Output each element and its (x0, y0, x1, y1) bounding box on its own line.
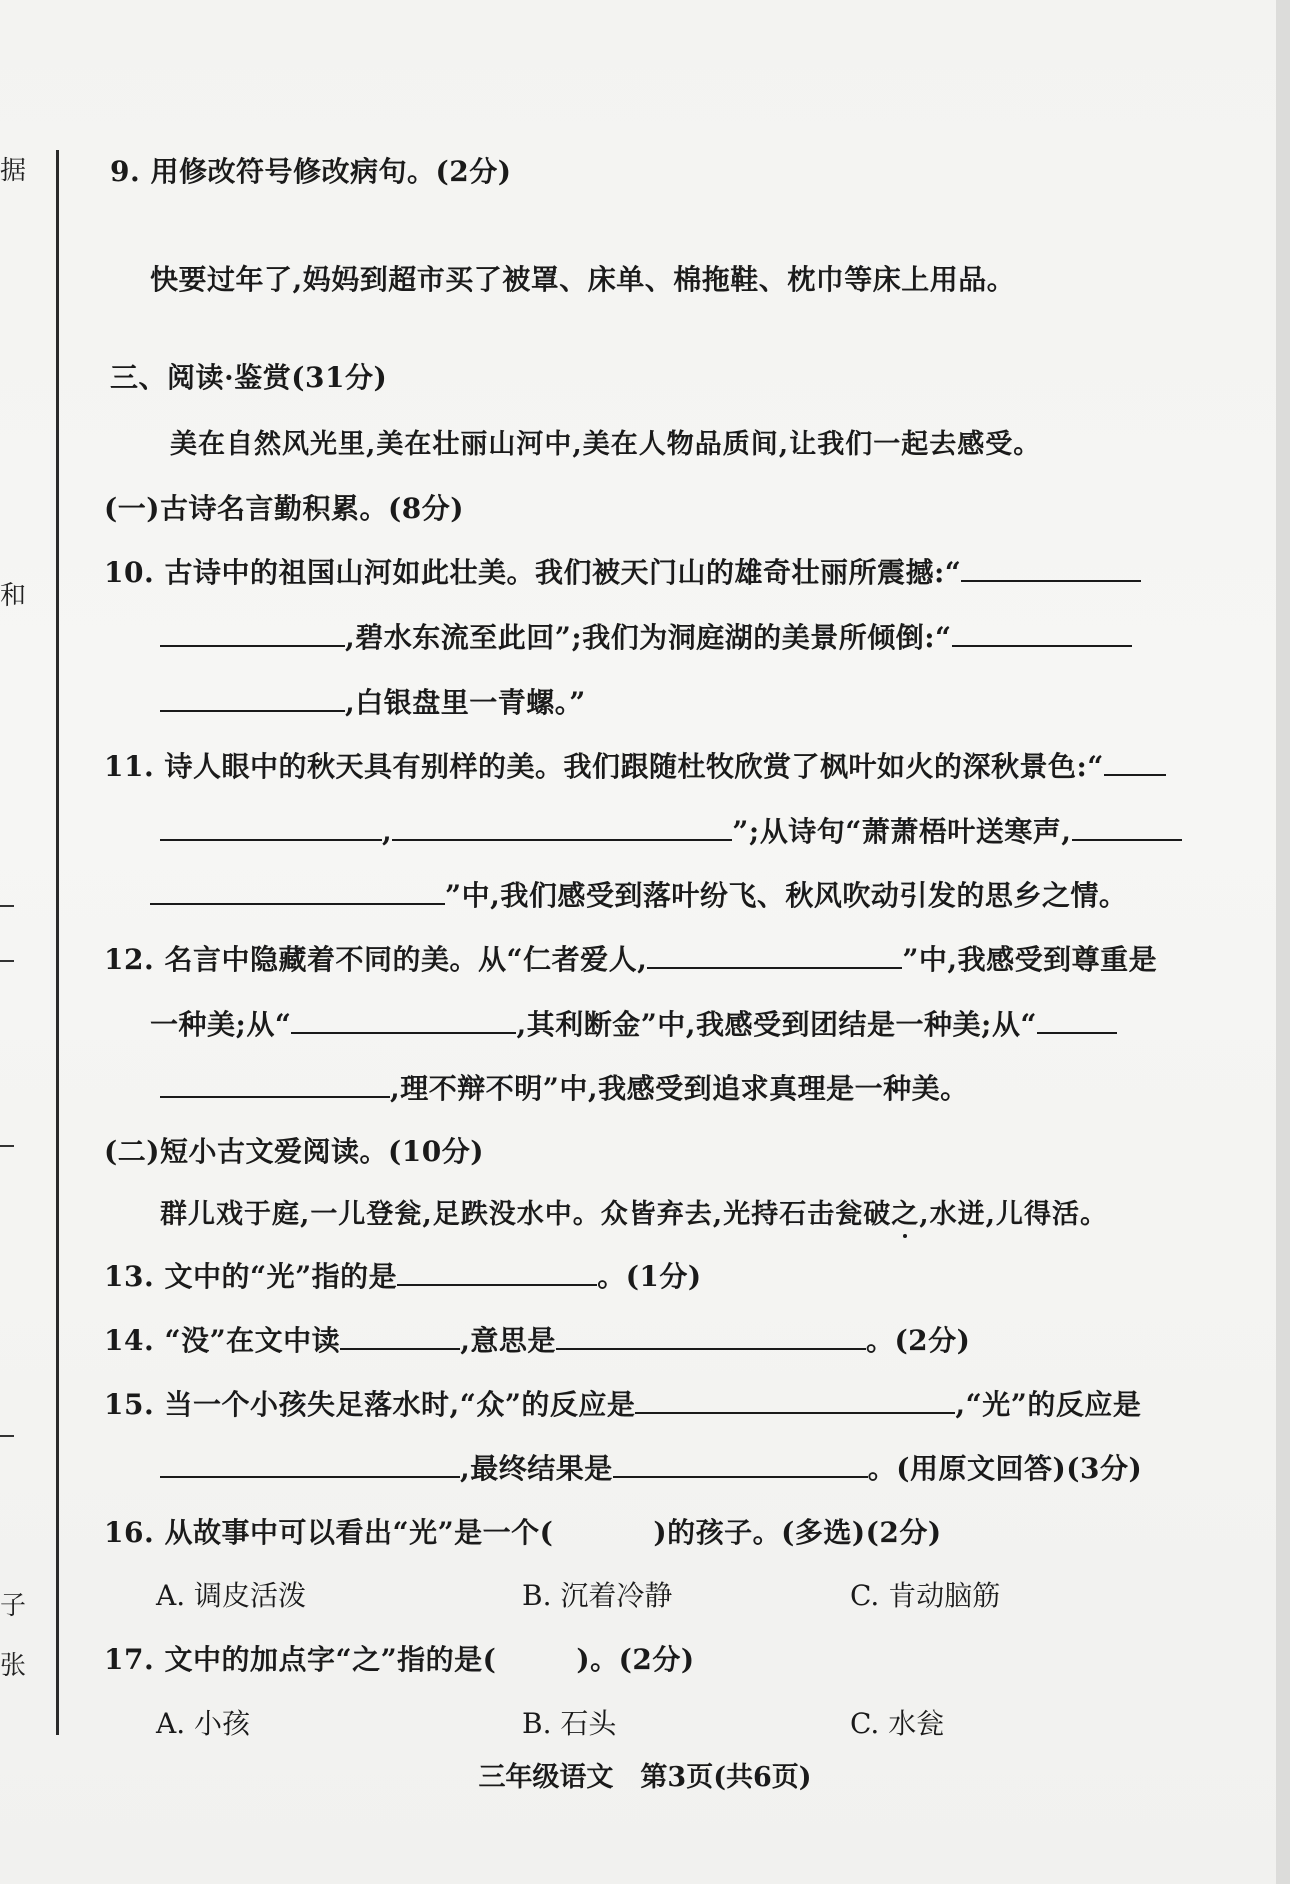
q15-line2 (160, 1447, 1142, 1487)
q15-line1 (104, 1383, 1141, 1423)
q16-text: 16. 从故事中可以看出“光”是一个( (104, 1516, 554, 1549)
answer-blank[interactable] (647, 945, 902, 969)
q12-text: 12. 名言中隐藏着不同的美。从“仁者爱人, (104, 943, 648, 976)
q10-line1 (104, 551, 1141, 591)
passage-text: 群儿戏于庭,一儿登瓮,足跌没水中。众皆弃去,光持石击瓮破 (160, 1199, 892, 1230)
q11-line1 (104, 745, 1166, 785)
q12-line2 (150, 1003, 1117, 1043)
q17 (104, 1638, 695, 1678)
q12-text: ,其利断金”中,我感受到团结是一种美;从“ (516, 1008, 1037, 1041)
margin-dash (0, 1435, 14, 1437)
q14-text: 14. “没”在文中读 (104, 1324, 341, 1357)
margin-dash (0, 960, 14, 962)
answer-blank[interactable] (160, 623, 345, 647)
answer-blank[interactable] (613, 1454, 868, 1478)
q10-text: ,白银盘里一青螺。” (345, 686, 586, 719)
q15-text: ,“光”的反应是 (955, 1388, 1142, 1421)
q16-text: )的孩子。(多选)(2分) (653, 1516, 942, 1549)
part1-title: (一)古诗名言勤积累。(8分) (104, 492, 464, 525)
q13 (104, 1255, 702, 1295)
answer-blank[interactable] (1104, 752, 1166, 776)
q9-sentence: 快要过年了,妈妈到超市买了被罩、床单、棉拖鞋、枕巾等床上用品。 (150, 263, 1016, 296)
q14 (104, 1319, 970, 1359)
q15-text: 15. 当一个小孩失足落水时,“众”的反应是 (104, 1388, 636, 1421)
section3-title: 三、阅读·鉴赏(31分) (110, 361, 388, 394)
passage-text: ,水迸,儿得活。 (919, 1199, 1109, 1230)
part2-title: (二)短小古文爱阅读。(10分) (104, 1135, 484, 1168)
q10-line3 (160, 681, 586, 721)
dotted-char-zhi: 之 (891, 1199, 920, 1230)
answer-blank[interactable] (397, 1262, 597, 1286)
q11-text: ”;从诗句“萧萧梧叶送寒声, (732, 815, 1072, 848)
q17-text: )。(2分) (576, 1643, 695, 1676)
q12-text: ”中,我感受到尊重是 (902, 943, 1158, 976)
answer-blank[interactable] (291, 1010, 516, 1034)
q16-option-a[interactable]: A. 调皮活泼 (156, 1579, 307, 1612)
q12-text: ,理不辩不明”中,我感受到追求真理是一种美。 (390, 1072, 969, 1105)
q10-text: ,碧水东流至此回”;我们为洞庭湖的美景所倾倒:“ (345, 621, 952, 654)
q12-line1 (104, 938, 1157, 978)
answer-blank[interactable] (392, 817, 732, 841)
q11-line2 (160, 810, 1182, 850)
q11-line3 (150, 874, 1127, 914)
q16-option-c[interactable]: C. 肯动脑筋 (850, 1579, 1001, 1612)
q17-text: 17. 文中的加点字“之”指的是( (104, 1643, 497, 1676)
q17-option-b[interactable]: B. 石头 (522, 1707, 617, 1740)
q16-option-b[interactable]: B. 沉着冷静 (522, 1579, 673, 1612)
q17-option-c[interactable]: C. 水瓮 (850, 1707, 945, 1740)
q14-text: ,意思是 (460, 1324, 556, 1357)
q14-text: 。(2分) (865, 1324, 971, 1357)
q15-text: 。(用原文回答)(3分) (867, 1452, 1143, 1485)
margin-fragment-char: 和 (0, 581, 27, 611)
q13-text: 13. 文中的“光”指的是 (104, 1260, 398, 1293)
answer-blank[interactable] (556, 1326, 866, 1350)
page-footer: 三年级语文 第3页(共6页) (478, 1762, 812, 1793)
answer-blank[interactable] (635, 1390, 955, 1414)
page-right-edge (1276, 0, 1290, 1884)
margin-fragment-char: 张 (0, 1651, 27, 1681)
q9-title: 9. 用修改符号修改病句。(2分) (110, 155, 512, 188)
q11-text: ”中,我们感受到落叶纷飞、秋风吹动引发的思乡之情。 (445, 879, 1128, 912)
q10-text: 10. 古诗中的祖国山河如此壮美。我们被天门山的雄奇壮丽所震撼:“ (104, 556, 962, 589)
margin-fragment-char: 据 (0, 156, 27, 186)
answer-blank[interactable] (1072, 817, 1182, 841)
q12-text: 一种美;从“ (150, 1008, 292, 1041)
answer-blank[interactable] (340, 1326, 460, 1350)
answer-blank[interactable] (160, 817, 382, 841)
binding-margin-line (56, 150, 59, 1735)
q15-text: ,最终结果是 (460, 1452, 613, 1485)
answer-blank[interactable] (160, 1074, 390, 1098)
q12-line3 (160, 1067, 969, 1107)
margin-fragment-char: 子 (0, 1591, 27, 1621)
answer-blank[interactable] (160, 688, 345, 712)
margin-dash (0, 1145, 14, 1147)
margin-dash (0, 905, 14, 907)
q13-text: 。(1分) (597, 1260, 702, 1293)
q11-text: , (382, 815, 393, 848)
answer-blank[interactable] (952, 623, 1132, 647)
answer-blank[interactable] (961, 558, 1141, 582)
q10-line2 (160, 616, 1132, 656)
section3-intro: 美在自然风光里,美在壮丽山河中,美在人物品质间,让我们一起去感受。 (170, 429, 1042, 460)
answer-blank[interactable] (160, 1454, 460, 1478)
q16 (104, 1511, 942, 1551)
part2-passage (160, 1192, 1108, 1231)
q11-text: 11. 诗人眼中的秋天具有别样的美。我们跟随杜牧欣赏了枫叶如火的深秋景色:“ (104, 750, 1104, 783)
answer-blank[interactable] (1037, 1010, 1117, 1034)
q17-option-a[interactable]: A. 小孩 (156, 1707, 251, 1740)
answer-blank[interactable] (150, 881, 445, 905)
